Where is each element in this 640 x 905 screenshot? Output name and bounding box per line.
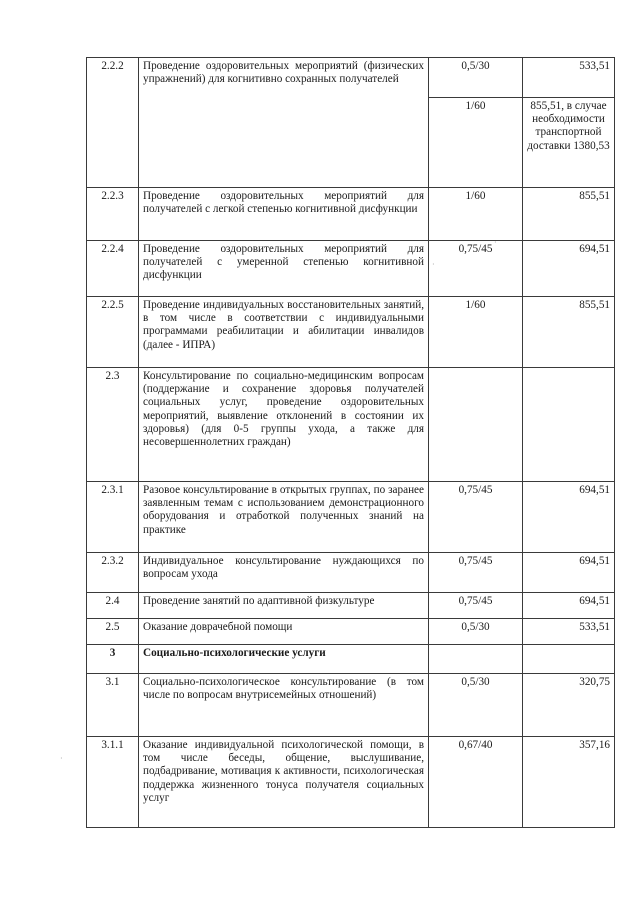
row-description: Индивидуальное консультирование нуждающихся по вопросам ухода <box>139 553 429 593</box>
row-price: 855,51, в случае необходимости транспортной доставки 1380,53 <box>523 98 615 188</box>
table-row <box>87 553 615 593</box>
row-description: Оказание доврачебной помощи <box>139 619 429 645</box>
row-number: 2.2.5 <box>87 297 139 368</box>
row-price <box>523 368 615 482</box>
table-row <box>87 737 615 828</box>
row-price <box>523 645 615 674</box>
row-time <box>429 645 523 674</box>
row-time: 1/60 <box>429 188 523 241</box>
row-time: 1/60 <box>429 297 523 368</box>
row-number: 3.1.1 <box>87 737 139 828</box>
row-description: Консультирование по социально-медицинским вопросам (поддержание и сохранение здоровья получателей социальных услуг, проведение оздоровительных мероприятий, выявление отклонений в состоянии их здоровья) (для 0-5 группы ухода, а также для несовершеннолетних граждан) <box>139 368 429 482</box>
row-number: 2.5 <box>87 619 139 645</box>
section-title: Социально-психологические услуги <box>139 645 429 674</box>
services-table <box>86 57 615 828</box>
row-price: 694,51 <box>523 553 615 593</box>
row-price: 320,75 <box>523 674 615 737</box>
row-description: Оказание индивидуальной психологической помощи, в том числе беседы, общение, выслушивание, подбадривание, мотивация к активности, психологическая поддержка жизненного тонуса получателя социальных услуг <box>139 737 429 828</box>
table-row <box>87 241 615 297</box>
section-row <box>87 645 615 674</box>
table-row <box>87 674 615 737</box>
scan-speck: · <box>60 754 63 763</box>
table-row <box>87 482 615 553</box>
table-row <box>87 593 615 619</box>
table-row <box>87 368 615 482</box>
row-time: 0,5/30 <box>429 58 523 98</box>
row-number: 3.1 <box>87 674 139 737</box>
row-price: 694,51 <box>523 482 615 553</box>
table-row <box>87 297 615 368</box>
table-row <box>87 619 615 645</box>
row-description: Проведение индивидуальных восстановительных занятий, в том числе в соответствии с индивидуальными программами реабилитации и абилитации инвалидов (далее - ИПРА) <box>139 297 429 368</box>
row-price: 357,16 <box>523 737 615 828</box>
row-description: Проведение оздоровительных мероприятий для получателей с легкой степенью когнитивной дисфункции <box>139 188 429 241</box>
row-price: 533,51 <box>523 619 615 645</box>
row-price: 694,51 <box>523 241 615 297</box>
row-number: 2.2.4 <box>87 241 139 297</box>
row-description: Социально-психологическое консультирование (в том числе по вопросам внутрисемейных отношений) <box>139 674 429 737</box>
table-row <box>87 188 615 241</box>
row-price: 694,51 <box>523 593 615 619</box>
row-time: 0,67/40 <box>429 737 523 828</box>
row-number: 2.2.2 <box>87 58 139 188</box>
row-time: 0,75/45 <box>429 593 523 619</box>
scan-speck: · <box>494 238 497 247</box>
row-price: 855,51 <box>523 188 615 241</box>
row-description: Разовое консультирование в открытых группах, по заранее заявленным темам с использованием демонстрационного оборудования и отработкой полученных знаний на практике <box>139 482 429 553</box>
section-number: 3 <box>87 645 139 674</box>
row-time: 0,5/30 <box>429 619 523 645</box>
scan-speck: · <box>432 260 435 269</box>
row-price: 855,51 <box>523 297 615 368</box>
row-number: 2.3.2 <box>87 553 139 593</box>
table-row <box>87 58 615 98</box>
row-number: 2.4 <box>87 593 139 619</box>
row-time <box>429 368 523 482</box>
row-description: Проведение оздоровительных мероприятий для получателей с умеренной степенью когнитивной дисфункции <box>139 241 429 297</box>
row-time: 0,5/30 <box>429 674 523 737</box>
row-time: 1/60 <box>429 98 523 188</box>
row-description: Проведение занятий по адаптивной физкультуре <box>139 593 429 619</box>
row-price: 533,51 <box>523 58 615 98</box>
row-time: 0,75/45 <box>429 553 523 593</box>
row-description: Проведение оздоровительных мероприятий (физических упражнений) для когнитивно сохранных получателей <box>139 58 429 188</box>
row-time: 0,75/45 <box>429 482 523 553</box>
row-number: 2.3 <box>87 368 139 482</box>
row-time: 0,75/45 <box>429 241 523 297</box>
row-number: 2.2.3 <box>87 188 139 241</box>
row-number: 2.3.1 <box>87 482 139 553</box>
